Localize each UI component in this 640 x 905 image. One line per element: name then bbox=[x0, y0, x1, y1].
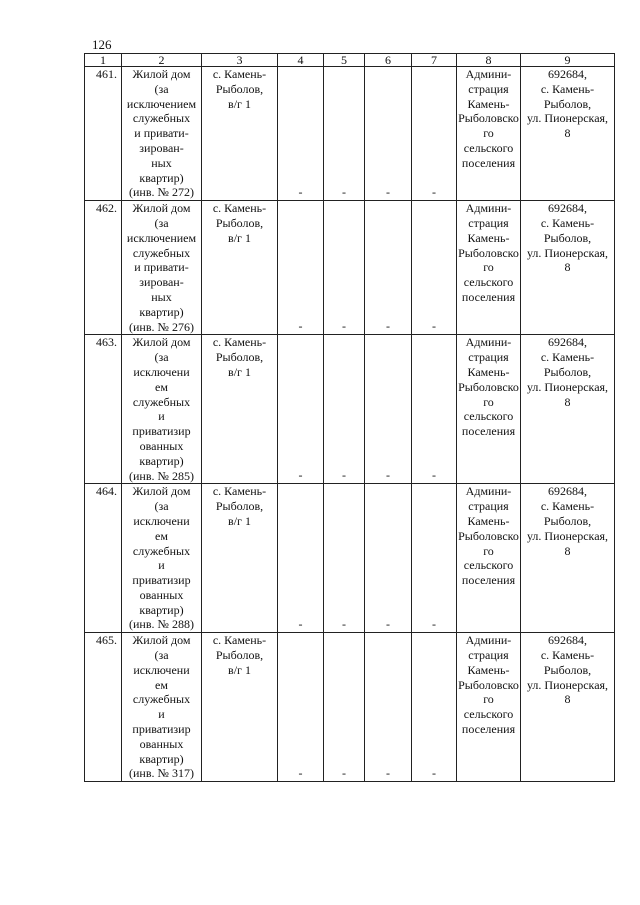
holder-address-line: Рыболов, bbox=[543, 230, 592, 245]
column-4-cell bbox=[278, 633, 324, 782]
object-address-line: в/г 1 bbox=[228, 96, 251, 111]
column-6-cell bbox=[365, 633, 412, 782]
object-name-line: квартир) bbox=[139, 304, 184, 319]
rights-holder-line: сельского bbox=[463, 140, 514, 155]
object-name-line: Жилой дом bbox=[132, 201, 191, 216]
rights-holder bbox=[457, 633, 521, 782]
object-name-line: исключени bbox=[133, 662, 190, 677]
object-name-line: ем bbox=[155, 528, 168, 543]
holder-address-line: 692684, bbox=[548, 201, 587, 216]
object-name-line: квартир) bbox=[139, 602, 184, 617]
rights-holder-line: го bbox=[483, 260, 494, 275]
object-name-line: (за bbox=[154, 215, 169, 230]
holder-address-line: 8 bbox=[564, 394, 571, 409]
object-name-line: Жилой дом bbox=[132, 484, 191, 499]
object-address-line: Рыболов, bbox=[215, 215, 264, 230]
holder-address-line: с. Камень- bbox=[540, 350, 595, 365]
object-name-line: ем bbox=[155, 379, 168, 394]
rights-holder-line: сельского bbox=[463, 558, 514, 573]
object-name-line: ованных bbox=[139, 736, 184, 751]
empty-value-dash: - bbox=[298, 617, 303, 632]
holder-address bbox=[521, 633, 615, 782]
object-name-line: исключением bbox=[126, 96, 197, 111]
object-address bbox=[202, 201, 278, 335]
column-4-cell bbox=[278, 67, 324, 201]
column-number: 7 bbox=[412, 54, 457, 67]
holder-address bbox=[521, 201, 615, 335]
table-row bbox=[85, 201, 615, 335]
object-address-line: Рыболов, bbox=[215, 350, 264, 365]
empty-value-dash: - bbox=[298, 185, 303, 200]
rights-holder-line: Камень- bbox=[467, 230, 510, 245]
holder-address bbox=[521, 67, 615, 201]
rights-holder-line: Рыболовско bbox=[458, 528, 519, 543]
empty-value-dash: - bbox=[298, 766, 303, 781]
object-name-line: квартир) bbox=[139, 453, 184, 468]
row-number: 462. bbox=[85, 201, 122, 335]
holder-address bbox=[521, 484, 615, 633]
rights-holder-line: го bbox=[483, 543, 494, 558]
holder-address-line: 8 bbox=[564, 126, 571, 141]
object-address bbox=[202, 633, 278, 782]
object-name-line: квартир) bbox=[139, 170, 184, 185]
object-name bbox=[122, 484, 202, 633]
row-number: 465. bbox=[85, 633, 122, 782]
object-name-line: (за bbox=[154, 81, 169, 96]
object-name-line: (за bbox=[154, 499, 169, 514]
object-name-line: служебных bbox=[132, 111, 191, 126]
rights-holder-line: сельского bbox=[463, 707, 514, 722]
rights-holder-line: Рыболовско bbox=[458, 111, 519, 126]
rights-holder-line: поселения bbox=[461, 424, 516, 439]
rights-holder-line: Камень- bbox=[467, 662, 510, 677]
rights-holder-line: Админи- bbox=[465, 201, 512, 216]
object-name-line: квартир) bbox=[139, 751, 184, 766]
holder-address-line: с. Камень- bbox=[540, 215, 595, 230]
rights-holder-line: сельского bbox=[463, 275, 514, 290]
holder-address-line: 8 bbox=[564, 692, 571, 707]
column-6-cell bbox=[365, 484, 412, 633]
rights-holder-line: поселения bbox=[461, 573, 516, 588]
column-number: 3 bbox=[202, 54, 278, 67]
rights-holder-line: страция bbox=[468, 350, 509, 365]
rights-holder-line: Камень- bbox=[467, 96, 510, 111]
object-name bbox=[122, 201, 202, 335]
object-name-line: ованных bbox=[139, 587, 184, 602]
empty-value-dash: - bbox=[298, 319, 303, 334]
holder-address-line: 692684, bbox=[548, 484, 587, 499]
object-name-line: зирован- bbox=[139, 140, 184, 155]
object-address-line: с. Камень- bbox=[212, 484, 267, 499]
rights-holder-line: страция bbox=[468, 215, 509, 230]
empty-value-dash: - bbox=[386, 185, 390, 200]
object-name-line: исключени bbox=[133, 513, 190, 528]
object-address bbox=[202, 484, 278, 633]
empty-value-dash: - bbox=[432, 617, 436, 632]
rights-holder-line: страция bbox=[468, 648, 509, 663]
column-7-cell bbox=[412, 67, 457, 201]
column-4-cell bbox=[278, 335, 324, 484]
empty-value-dash: - bbox=[432, 468, 436, 483]
object-name-line: (инв. № 276) bbox=[129, 319, 194, 334]
rights-holder-line: го bbox=[483, 126, 494, 141]
column-5-cell bbox=[324, 335, 365, 484]
object-name-line: ованных bbox=[139, 438, 184, 453]
column-number: 9 bbox=[521, 54, 615, 67]
object-name-line: ных bbox=[151, 289, 172, 304]
rights-holder-line: Админи- bbox=[465, 67, 512, 81]
empty-value-dash: - bbox=[342, 617, 346, 632]
rights-holder-line: Камень- bbox=[467, 513, 510, 528]
object-name-line: служебных bbox=[132, 245, 191, 260]
rights-holder-line: го bbox=[483, 692, 494, 707]
rights-holder-line: Админи- bbox=[465, 633, 512, 648]
object-name-line: (инв. № 272) bbox=[129, 185, 194, 200]
empty-value-dash: - bbox=[342, 468, 346, 483]
empty-value-dash: - bbox=[342, 319, 346, 334]
object-address-line: в/г 1 bbox=[228, 230, 251, 245]
object-name-line: служебных bbox=[132, 692, 191, 707]
rights-holder bbox=[457, 201, 521, 335]
object-name-line: служебных bbox=[132, 543, 191, 558]
rights-holder-line: Админи- bbox=[465, 484, 512, 499]
empty-value-dash: - bbox=[432, 319, 436, 334]
empty-value-dash: - bbox=[432, 185, 436, 200]
holder-address-line: 8 bbox=[564, 260, 571, 275]
column-7-cell bbox=[412, 335, 457, 484]
empty-value-dash: - bbox=[386, 319, 390, 334]
column-number: 4 bbox=[278, 54, 324, 67]
column-5-cell bbox=[324, 201, 365, 335]
table-row bbox=[85, 484, 615, 633]
object-name-line: ных bbox=[151, 155, 172, 170]
rights-holder-line: го bbox=[483, 394, 494, 409]
page-number: 126 bbox=[92, 37, 112, 52]
column-6-cell bbox=[365, 335, 412, 484]
object-name-line: (инв. № 317) bbox=[129, 766, 194, 781]
holder-address-line: 8 bbox=[564, 543, 571, 558]
column-4-cell bbox=[278, 201, 324, 335]
rights-holder-line: Рыболовско bbox=[458, 245, 519, 260]
holder-address-line: ул. Пионерская, bbox=[526, 677, 609, 692]
holder-address-line: ул. Пионерская, bbox=[526, 379, 609, 394]
object-name-line: приватизир bbox=[132, 424, 191, 439]
object-name-line: (инв. № 288) bbox=[129, 617, 194, 632]
column-4-cell bbox=[278, 484, 324, 633]
object-address bbox=[202, 67, 278, 201]
object-name-line: служебных bbox=[132, 394, 191, 409]
object-name-line: (инв. № 285) bbox=[129, 468, 194, 483]
rights-holder-line: поселения bbox=[461, 289, 516, 304]
row-number: 463. bbox=[85, 335, 122, 484]
object-address-line: в/г 1 bbox=[228, 662, 251, 677]
column-7-cell bbox=[412, 201, 457, 335]
object-address-line: Рыболов, bbox=[215, 499, 264, 514]
holder-address-line: Рыболов, bbox=[543, 513, 592, 528]
object-name-line: приватизир bbox=[132, 722, 191, 737]
rights-holder-line: Админи- bbox=[465, 335, 512, 350]
holder-address-line: ул. Пионерская, bbox=[526, 245, 609, 260]
empty-value-dash: - bbox=[432, 766, 436, 781]
object-name bbox=[122, 67, 202, 201]
object-name-line: (за bbox=[154, 648, 169, 663]
column-number: 6 bbox=[365, 54, 412, 67]
holder-address bbox=[521, 335, 615, 484]
object-address-line: Рыболов, bbox=[215, 648, 264, 663]
holder-address-line: с. Камень- bbox=[540, 81, 595, 96]
column-number: 2 bbox=[122, 54, 202, 67]
holder-address-line: 692684, bbox=[548, 67, 587, 81]
object-address-line: с. Камень- bbox=[212, 201, 267, 216]
object-name-line: исключением bbox=[126, 230, 197, 245]
holder-address-line: ул. Пионерская, bbox=[526, 528, 609, 543]
object-name-line: Жилой дом bbox=[132, 335, 191, 350]
column-number: 1 bbox=[85, 54, 122, 67]
empty-value-dash: - bbox=[386, 468, 390, 483]
object-name-line: и привати- bbox=[134, 126, 189, 141]
column-5-cell bbox=[324, 484, 365, 633]
object-address-line: Рыболов, bbox=[215, 81, 264, 96]
holder-address-line: ул. Пионерская, bbox=[526, 111, 609, 126]
object-name-line: приватизир bbox=[132, 573, 191, 588]
column-6-cell bbox=[365, 67, 412, 201]
object-address-line: с. Камень- bbox=[212, 67, 267, 81]
object-name-line: и bbox=[158, 558, 165, 573]
holder-address-line: Рыболов, bbox=[543, 662, 592, 677]
column-number: 5 bbox=[324, 54, 365, 67]
object-name bbox=[122, 335, 202, 484]
rights-holder-line: страция bbox=[468, 499, 509, 514]
object-name-line: Жилой дом bbox=[132, 633, 191, 648]
empty-value-dash: - bbox=[386, 766, 390, 781]
empty-value-dash: - bbox=[342, 185, 346, 200]
rights-holder-line: Камень- bbox=[467, 364, 510, 379]
object-name-line: Жилой дом bbox=[132, 67, 191, 81]
rights-holder-line: страция bbox=[468, 81, 509, 96]
object-name-line: зирован- bbox=[139, 275, 184, 290]
row-number: 461. bbox=[85, 67, 122, 201]
column-5-cell bbox=[324, 67, 365, 201]
column-6-cell bbox=[365, 201, 412, 335]
table-row bbox=[85, 335, 615, 484]
object-name-line: ем bbox=[155, 677, 168, 692]
object-address-line: в/г 1 bbox=[228, 513, 251, 528]
holder-address-line: Рыболов, bbox=[543, 364, 592, 379]
table-row bbox=[85, 633, 615, 782]
object-name-line: и bbox=[158, 409, 165, 424]
column-7-cell bbox=[412, 484, 457, 633]
holder-address-line: Рыболов, bbox=[543, 96, 592, 111]
rights-holder-line: Рыболовско bbox=[458, 379, 519, 394]
rights-holder-line: сельского bbox=[463, 409, 514, 424]
property-registry-table bbox=[84, 53, 615, 782]
empty-value-dash: - bbox=[342, 766, 346, 781]
rights-holder bbox=[457, 67, 521, 201]
column-5-cell bbox=[324, 633, 365, 782]
object-name-line: и bbox=[158, 707, 165, 722]
holder-address-line: 692684, bbox=[548, 633, 587, 648]
column-number-row bbox=[85, 54, 615, 67]
object-address-line: с. Камень- bbox=[212, 335, 267, 350]
object-name-line: исключени bbox=[133, 364, 190, 379]
holder-address-line: с. Камень- bbox=[540, 499, 595, 514]
holder-address-line: с. Камень- bbox=[540, 648, 595, 663]
holder-address-line: 692684, bbox=[548, 335, 587, 350]
object-address-line: в/г 1 bbox=[228, 364, 251, 379]
empty-value-dash: - bbox=[386, 617, 390, 632]
empty-value-dash: - bbox=[298, 468, 303, 483]
object-name bbox=[122, 633, 202, 782]
rights-holder-line: поселения bbox=[461, 722, 516, 737]
object-name-line: (за bbox=[154, 350, 169, 365]
column-number: 8 bbox=[457, 54, 521, 67]
rights-holder bbox=[457, 484, 521, 633]
column-7-cell bbox=[412, 633, 457, 782]
object-name-line: и привати- bbox=[134, 260, 189, 275]
table-row bbox=[85, 67, 615, 201]
row-number: 464. bbox=[85, 484, 122, 633]
rights-holder-line: Рыболовско bbox=[458, 677, 519, 692]
object-address-line: с. Камень- bbox=[212, 633, 267, 648]
rights-holder bbox=[457, 335, 521, 484]
object-address bbox=[202, 335, 278, 484]
rights-holder-line: поселения bbox=[461, 155, 516, 170]
